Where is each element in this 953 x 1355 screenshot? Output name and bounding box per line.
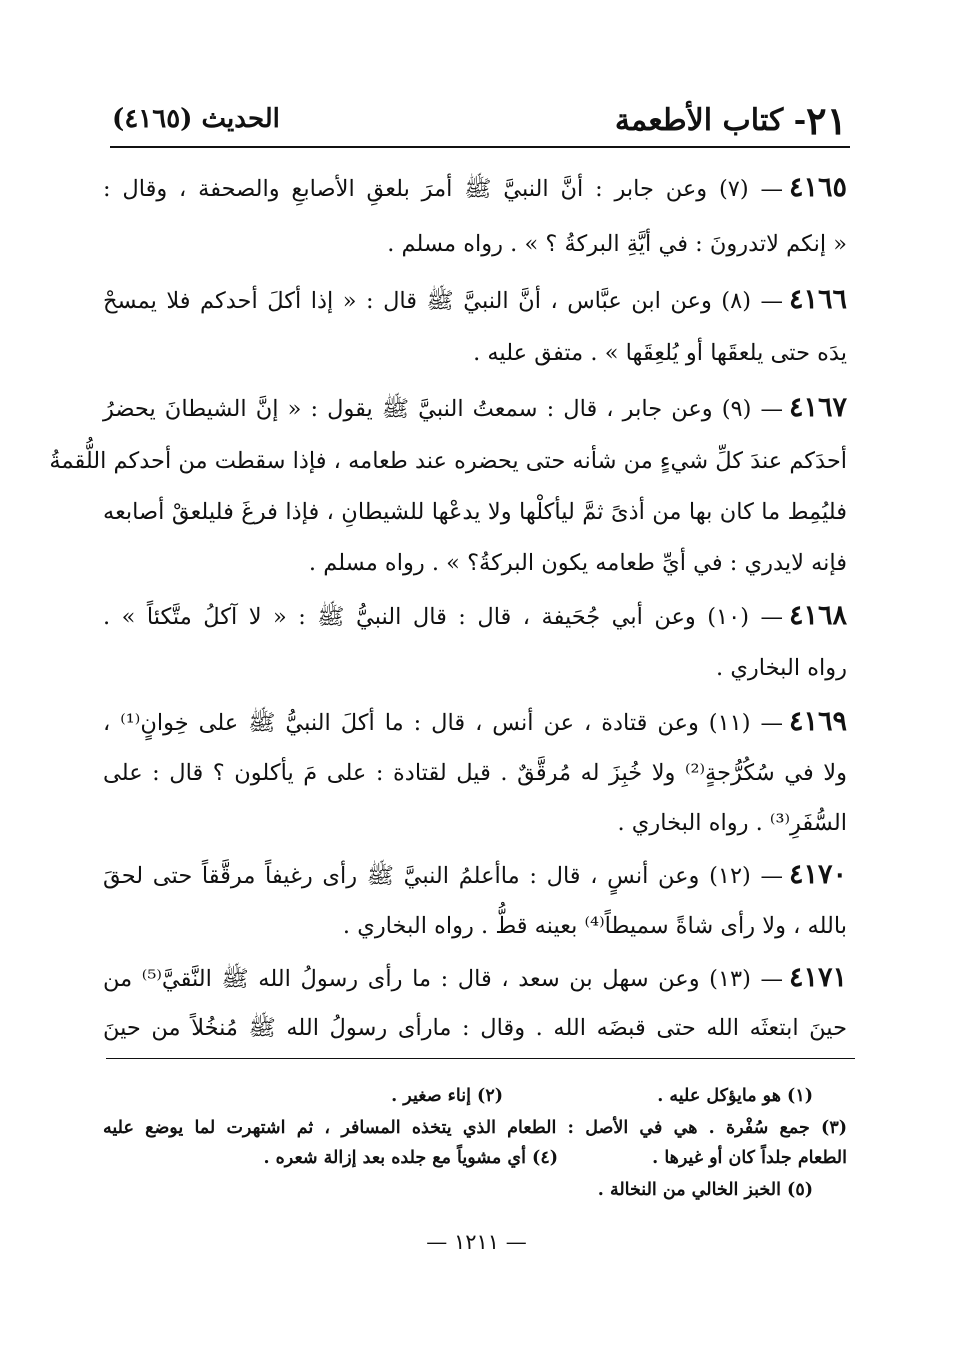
hadith-line (103, 650, 847, 686)
footnote-1: (١) هو مايؤكل عليه . (657, 1086, 813, 1106)
hadith-number: ٤١٦٦ (788, 284, 847, 315)
hadith-number: ٤١٦٥ (788, 172, 847, 203)
hadith-text: فإنه لايدري : في أيِّ طعامه يكون البركةُ؟ » . رواه مسلم . (308, 550, 847, 576)
hadith-line (103, 545, 847, 581)
footnote-5: (٥) الخبز الخالي من النخالة . (597, 1180, 813, 1200)
hadith-line (103, 704, 847, 741)
footnote-3: (٣) جمع سُفْرة . هي في الأصل : الطعام الذي يتخذه المسافر ، ثم اشتهرت لما يوضع عليه (103, 1118, 847, 1138)
hadith-text: — (٨) وعن ابن عبَّاس ، أنَّ النبيَّ ﷺ قال : « إذا أكلَ أحدكم فلا يمسحْ (103, 288, 783, 314)
hadith-text: — (١٣) وعن سهل بن سعد ، قال : ما رأى رسولُ الله ﷺ النَّقيَّ⁽⁵⁾ من (103, 966, 783, 992)
hadith-line (103, 755, 847, 791)
hadith-line (103, 390, 847, 427)
hadith-text: — (١٢) وعن أنسٍ ، قال : ماأعلمُ النبيَّ ﷺ رأى رغيفاً مرقَّقاً حتى لحقَ (103, 863, 783, 889)
hadith-number: ٤١٦٧ (789, 392, 848, 423)
hadith-text: أحدَكم عندَ كلِّ شيءٍ من شأنه حتى يحضره عند طعامه ، فإذا سقطت من أحدكم اللُّقمةُ (49, 448, 847, 474)
chapter-number: ٢١ (806, 98, 847, 143)
hadith-line (103, 226, 847, 262)
hadith-line (49, 443, 847, 479)
hadith-text: ولا في سُكُرُّجةٍ⁽²⁾ ولا خُبِزَ له مُرقَّقٌ . قيل لقتادة : على مَ يأكلون ؟ قال : على (103, 760, 847, 786)
hadith-text: بالله ، ولا رأى شاةً سميطاً⁽⁴⁾ بعينه قطُّ . رواه البخاري . (342, 913, 847, 939)
hadith-text: — (١٠) وعن أبي جُحَيفة ، قال : قال النبيُّ ﷺ : « لا آكلُ متَّكئاً » . (103, 604, 783, 630)
footnote-3-continued: الطعام جلداً كان أو غيرها . (652, 1148, 847, 1168)
hadith-line (103, 960, 847, 997)
header-divider (110, 146, 850, 148)
hadith-line (103, 598, 847, 635)
hadith-line (103, 335, 847, 371)
hadith-line (103, 908, 847, 944)
hadith-number: ٤١٦٩ (788, 706, 847, 737)
hadith-text: رواه البخاري . (716, 655, 847, 681)
hadith-number: ٤١٧٠ (788, 859, 847, 890)
hadith-text: السُّفَرِ⁽³⁾ . رواه البخاري . (617, 810, 847, 836)
hadith-line (103, 170, 847, 207)
hadith-text: — (١١) وعن قتادة ، عن أنس ، قال : ما أكلَ النبيُّ ﷺ على خِوانٍ⁽¹⁾ ، (103, 710, 783, 736)
running-header (112, 98, 847, 142)
hadith-text: حينَ ابتعثَه الله حتى قبضَه الله . وقال : مارأى رسولُ الله ﷺ مُنخُلاً من حينَ (103, 1015, 847, 1041)
hadith-text: — (٧) وعن جابر : أنَّ النبيَّ ﷺ أمرَ بلعقِ الأصابعِ والصحفة ، وقال : (103, 176, 783, 202)
chapter-heading (615, 98, 847, 143)
hadith-text: فليُمِط ما كان بها من أذىً ثمَّ ليأكلْها ولا يدعْها للشيطانِ ، فإذا فرغَ فليلعقْ أصابعه (103, 499, 847, 525)
chapter-title: - كتاب الأطعمة (614, 103, 807, 138)
hadith-line (103, 1010, 847, 1046)
hadith-line (103, 282, 847, 319)
footnote-4: (٤) أي مشوياً مع جلده بعد إزالة شعره . (263, 1148, 558, 1168)
hadith-text: « إنكم لاتدرونَ : في أيَّةِ البركةُ ؟ » . رواه مسلم . (387, 231, 847, 257)
hadith-line (103, 494, 847, 530)
hadith-text: — (٩) وعن جابر ، قال : سمعتُ النبيَّ ﷺ يقول : « إنَّ الشيطانَ يحضرُ (103, 396, 783, 422)
hadith-text: يدَه حتى يلعقَها أو يُلعِقَها » . متفق عليه . (473, 340, 847, 366)
hadith-number: ٤١٦٨ (788, 600, 847, 631)
hadith-number: ٤١٧١ (789, 962, 848, 993)
hadith-line (103, 805, 847, 841)
hadith-range: الحديث (٤١٦٥) (112, 104, 280, 134)
page-number: — ١٢١١ — (426, 1230, 527, 1254)
footnote-divider (106, 1058, 855, 1059)
hadith-line (103, 857, 847, 894)
footnote-2: (٢) إناء صغير . (391, 1086, 503, 1106)
